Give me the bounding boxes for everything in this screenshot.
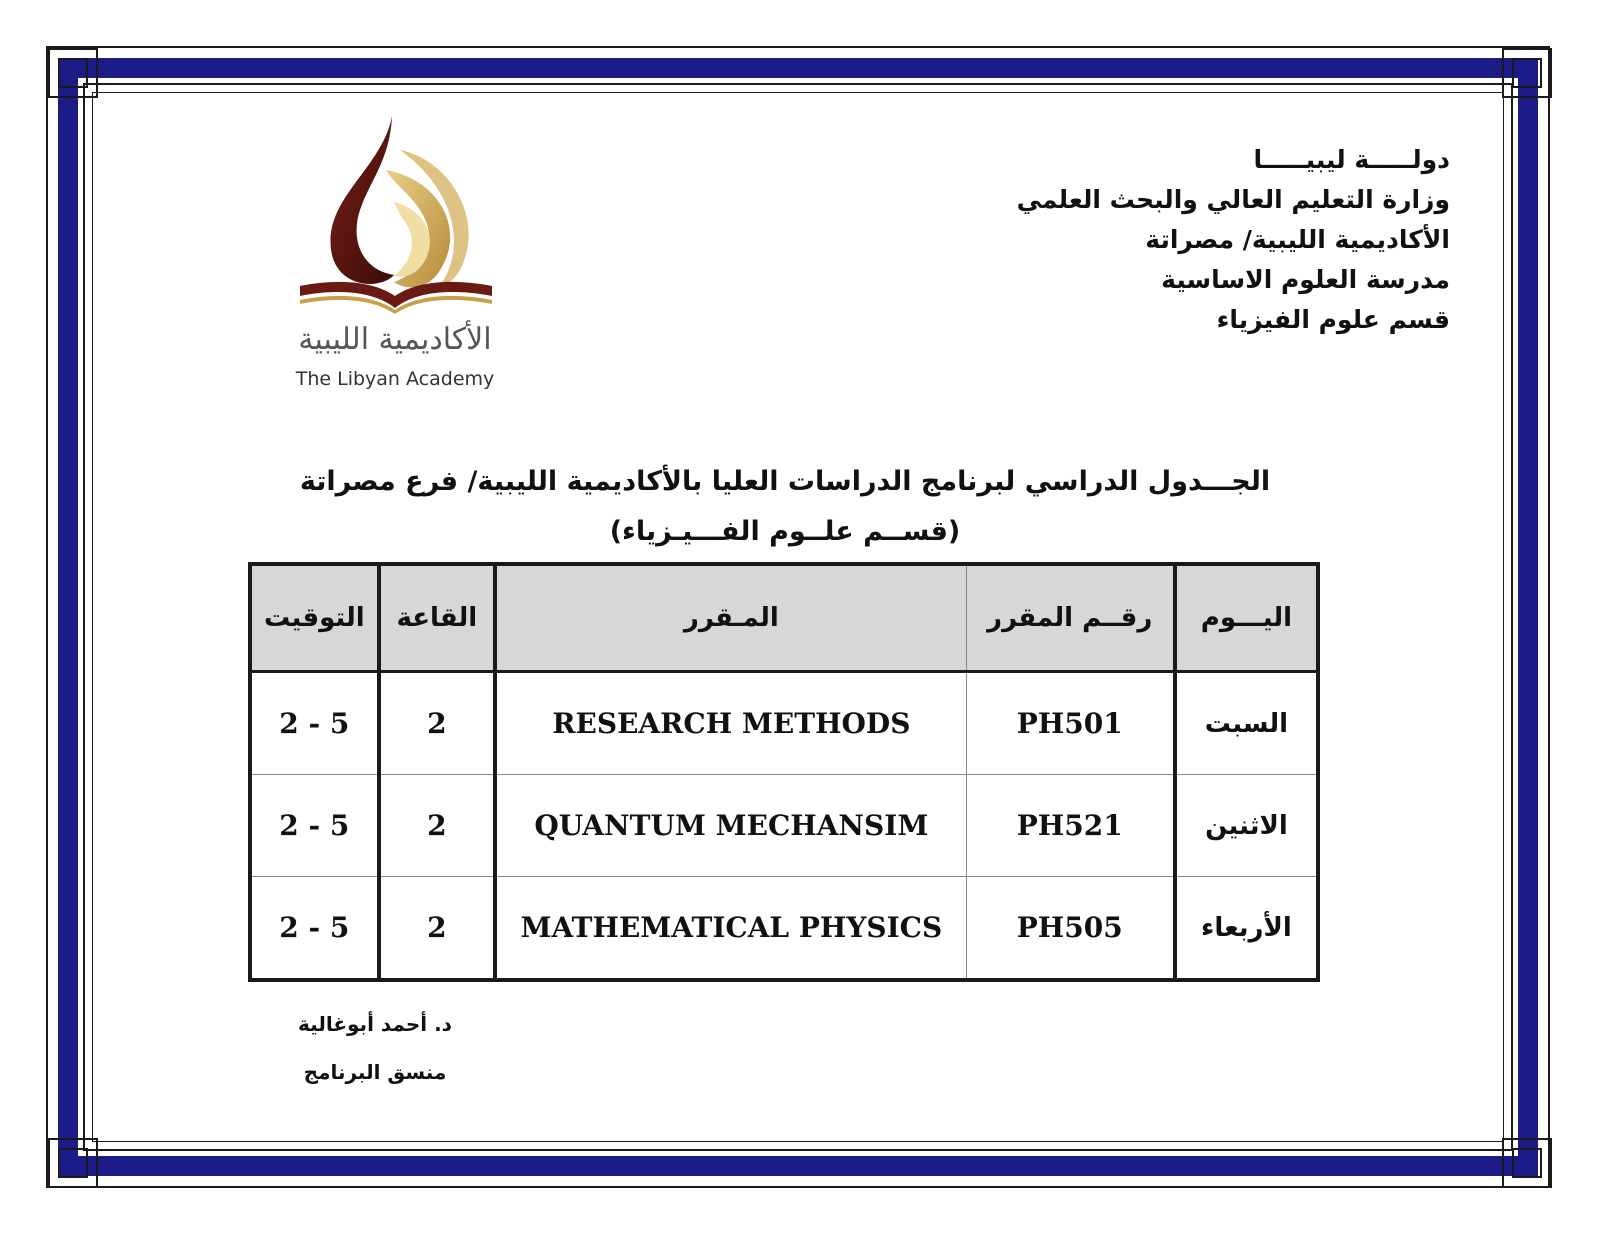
cell-course-code: PH505 — [966, 877, 1175, 981]
cell-day: الاثنين — [1175, 775, 1318, 877]
cell-course-code: PH501 — [966, 672, 1175, 775]
table-header-row — [250, 564, 1318, 672]
header-school: مدرسة العلوم الاساسية — [1161, 265, 1450, 294]
header-time: التوقيت — [250, 564, 379, 672]
logo-arabic-name: الأكاديمية الليبية — [298, 322, 492, 357]
cell-course: QUANTUM MECHANSIM — [495, 775, 966, 877]
corner-ornament-top-left — [48, 48, 98, 98]
cell-time: 5 - 2 — [250, 775, 379, 877]
cell-time: 5 - 2 — [250, 877, 379, 981]
header-academy: الأكاديمية الليبية/ مصراتة — [1145, 225, 1450, 254]
signature-block — [290, 1000, 460, 1096]
header-country: دولـــــة ليبيـــــا — [1253, 145, 1450, 174]
cell-day: الأربعاء — [1175, 877, 1318, 981]
table-row — [250, 775, 1318, 877]
table-row — [250, 672, 1318, 775]
header-course-code: رقــم المقرر — [966, 564, 1175, 672]
coordinator-name: د. أحمد أبوغالية — [298, 1012, 452, 1036]
header-day: اليـــوم — [1175, 564, 1318, 672]
cell-course: MATHEMATICAL PHYSICS — [495, 877, 966, 981]
logo-english-name: The Libyan Academy — [295, 368, 495, 390]
header-ministry: وزارة التعليم العالي والبحث العلمي — [1016, 185, 1450, 214]
header-department: قسم علوم الفيزياء — [1216, 305, 1450, 334]
cell-room: 2 — [379, 672, 495, 775]
header-course: المـقرر — [495, 564, 966, 672]
document-title: الجـــدول الدراسي لبرنامج الدراسات العليا بالأكاديمية الليبية/ فرع مصراتة — [299, 466, 1271, 497]
corner-ornament-top-right — [1502, 48, 1552, 98]
cell-course: RESEARCH METHODS — [495, 672, 966, 775]
cell-room: 2 — [379, 775, 495, 877]
corner-ornament-bottom-left — [48, 1138, 98, 1188]
academy-logo — [290, 110, 510, 400]
coordinator-role: منسق البرنامج — [303, 1060, 447, 1084]
document-subtitle: (قســم علــوم الفـــيـزياء) — [609, 516, 961, 547]
schedule-table — [248, 562, 1320, 982]
cell-room: 2 — [379, 877, 495, 981]
cell-course-code: PH521 — [966, 775, 1175, 877]
cell-day: السبت — [1175, 672, 1318, 775]
table-row — [250, 877, 1318, 981]
cell-time: 5 - 2 — [250, 672, 379, 775]
corner-ornament-bottom-right — [1502, 1138, 1552, 1188]
institution-header — [1017, 140, 1450, 340]
flame-book-icon — [290, 110, 500, 320]
header-room: القاعة — [379, 564, 495, 672]
